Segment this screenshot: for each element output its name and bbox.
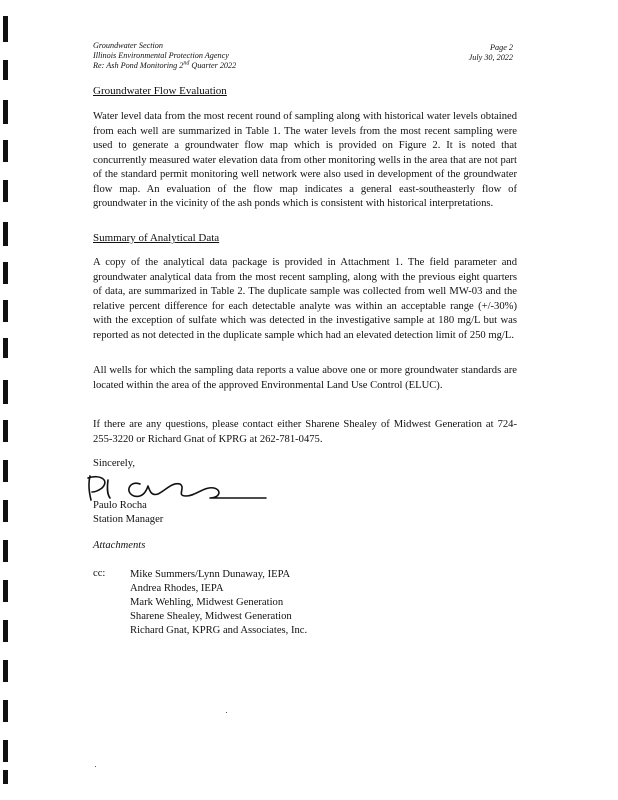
cc-recipient: Andrea Rhodes, IEPA	[130, 583, 224, 594]
contact-paragraph: If there are any questions, please contact either Sharene Shealey of Midwest Generation at 724-255-3220 or Richard Gnat of KPRG at 262-781-0475.	[93, 419, 517, 445]
header-agency: Illinois Environmental Protection Agency	[93, 51, 229, 60]
scan-speck	[95, 766, 96, 767]
letter-header-left	[93, 41, 236, 71]
analytical-summary-heading: Summary of Analytical Data	[93, 232, 220, 244]
cc-recipient: Sharene Shealey, Midwest Generation	[130, 611, 292, 622]
attachments-note: Attachments	[93, 540, 146, 551]
letter-header-right	[469, 43, 513, 63]
signatory-name: Paulo Rocha	[93, 500, 147, 511]
groundwater-standards-paragraph: All wells for which the sampling data reports a value above one or more groundwater standards are located within the area of the approved Environmental Land Use Control (ELUC).	[93, 365, 517, 391]
handwritten-signature	[80, 470, 270, 504]
scan-edge-marks	[0, 0, 10, 800]
flow-evaluation-paragraph: Water level data from the most recent round of sampling along with historical water levels obtained from each well are summarized in Table 1. The water levels from the most recent sampling were used to generate a groundwater flow map which is provided on Figure 2. It is noted that concurrently measured water elevation data from other monitoring wells in the area that are not part of the standard permit monitoring well network were also used in development of the groundwater flow map. An evaluation of the flow map indicates a general east-southeasterly flow of groundwater in the vicinity of the ash ponds which is consistent with historical interpretations.	[93, 111, 517, 209]
flow-evaluation-heading: Groundwater Flow Evaluation	[93, 85, 227, 97]
cc-recipient: Mark Wehling, Midwest Generation	[130, 597, 284, 608]
analytical-summary-paragraph: A copy of the analytical data package is provided in Attachment 1. The field parameter and groundwater analytical data from the most recent sampling, along with the previous eight quarters of data, are summarized in Table 2. The duplicate sample was collected from well MW-03 and the relative percent difference for each detectable analyte was within an acceptable range (+/-30%) with the exception of sulfate which was detected in the investigative sample at 180 mg/L but was reported as not detected in the duplicate sample which had an elevated detection limit of 250 mg/L.	[93, 257, 517, 341]
salutation: Sincerely,	[93, 458, 135, 469]
header-subject: Re: Ash Pond Monitoring 2nd Quarter 2022	[93, 60, 237, 70]
cc-recipient-list	[130, 568, 307, 638]
page-number: Page 2	[490, 43, 513, 52]
signatory-title: Station Manager	[93, 514, 164, 525]
cc-recipient: Richard Gnat, KPRG and Associates, Inc.	[130, 625, 308, 636]
cc-label: cc:	[93, 568, 106, 579]
letter-date: July 30, 2022	[468, 53, 513, 62]
scan-speck	[226, 712, 227, 713]
cc-recipient: Mike Summers/Lynn Dunaway, IEPA	[130, 569, 291, 580]
header-department: Groundwater Section	[93, 41, 163, 50]
